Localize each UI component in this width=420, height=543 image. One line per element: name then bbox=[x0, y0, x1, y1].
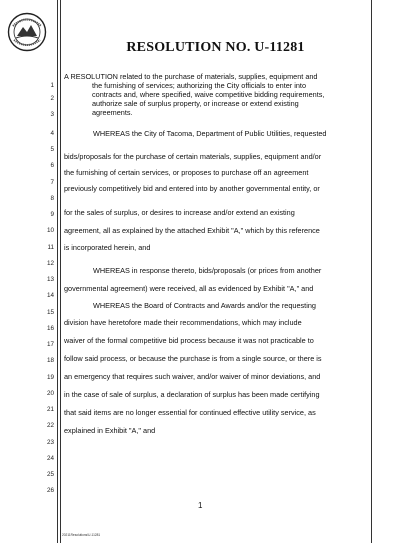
line-number: 19 bbox=[46, 374, 54, 381]
paragraph-line: WHEREAS in response thereto, bids/proposals (or prices from another bbox=[93, 266, 322, 275]
line-number: 14 bbox=[46, 292, 54, 299]
line-number: 13 bbox=[46, 276, 54, 283]
paragraph-line: is incorporated herein, and bbox=[64, 243, 151, 252]
line-number: 8 bbox=[50, 195, 54, 202]
intro-line: agreements. bbox=[92, 108, 133, 117]
line-number: 25 bbox=[46, 471, 54, 478]
paragraph-line: bids/proposals for the purchase of certain materials, supplies, equipment and/or bbox=[64, 152, 322, 161]
paragraph-line: for the sales of surplus, or desires to increase and/or extend an existing bbox=[64, 208, 295, 217]
line-number: 4 bbox=[50, 130, 54, 137]
right-margin-rule bbox=[371, 0, 372, 543]
paragraph-line: governmental agreement) were received, all as evidenced by Exhibit "A," and bbox=[64, 284, 314, 293]
intro-line: the furnishing of services; authorizing the City officials to enter into bbox=[92, 81, 307, 90]
file-reference: 20211Resolutions\U-11281 bbox=[62, 533, 101, 537]
line-number: 11 bbox=[47, 244, 54, 251]
line-number: 9 bbox=[50, 211, 54, 218]
line-number: 12 bbox=[46, 260, 54, 267]
line-number: 24 bbox=[46, 455, 54, 462]
line-number: 20 bbox=[46, 390, 54, 397]
line-number: 22 bbox=[46, 422, 54, 429]
line-number: 26 bbox=[46, 487, 54, 494]
paragraph-line: WHEREAS the Board of Contracts and Awards and/or the requesting bbox=[93, 301, 316, 310]
paragraph-line: waiver of the formal competitive bid process because it was not practicable to bbox=[64, 336, 314, 345]
line-number: 6 bbox=[50, 162, 54, 169]
left-margin-rule bbox=[57, 0, 58, 543]
paragraph-line: that said items are no longer essential for continued effective utility service, as bbox=[64, 408, 316, 417]
intro-line: A RESOLUTION related to the purchase of materials, supplies, equipment and bbox=[64, 72, 318, 81]
line-number: 7 bbox=[50, 179, 54, 186]
paragraph-line: the furnishing of certain services, or proposes to purchase off an agreement bbox=[64, 168, 309, 177]
line-number: 1 bbox=[50, 82, 54, 89]
paragraph-line: in the case of sale of surplus, a declaration of surplus has been made certifying bbox=[64, 390, 320, 399]
page-number: 1 bbox=[198, 501, 203, 510]
line-number: 15 bbox=[46, 309, 54, 316]
paragraph-line: an emergency that requires such waiver, and/or waiver of minor deviations, and bbox=[64, 372, 321, 381]
line-number: 3 bbox=[50, 111, 54, 118]
line-number: 2 bbox=[50, 95, 54, 102]
line-number: 18 bbox=[46, 357, 54, 364]
line-number: 5 bbox=[50, 146, 54, 153]
resolution-title: RESOLUTION NO. U-11281 bbox=[126, 40, 305, 55]
left-margin-rule-inner bbox=[60, 0, 61, 543]
city-seal bbox=[7, 12, 47, 52]
paragraph-line: agreement, all as explained by the attached Exhibit "A," which by this reference bbox=[64, 226, 320, 235]
intro-line: contracts and, where specified, waive competitive bidding requirements, bbox=[92, 90, 325, 99]
line-number: 21 bbox=[46, 406, 54, 413]
paragraph-line: previously competitively bid and entered into by another governmental entity, or bbox=[64, 184, 320, 193]
paragraph-line: WHEREAS the City of Tacoma, Department of Public Utilities, requested bbox=[93, 129, 327, 138]
line-number: 10 bbox=[46, 227, 54, 234]
paragraph-line: division have heretofore made their recommendations, which may include bbox=[64, 318, 302, 327]
intro-line: authorize sale of surplus property, or increase or extend existing bbox=[92, 99, 299, 108]
line-number: 23 bbox=[46, 439, 54, 446]
paragraph-line: follow said process, or because the purchase is from a single source, or there is bbox=[64, 354, 322, 363]
line-number: 17 bbox=[46, 341, 54, 348]
line-number: 16 bbox=[46, 325, 54, 332]
paragraph-line: explained in Exhibit "A," and bbox=[64, 426, 156, 435]
